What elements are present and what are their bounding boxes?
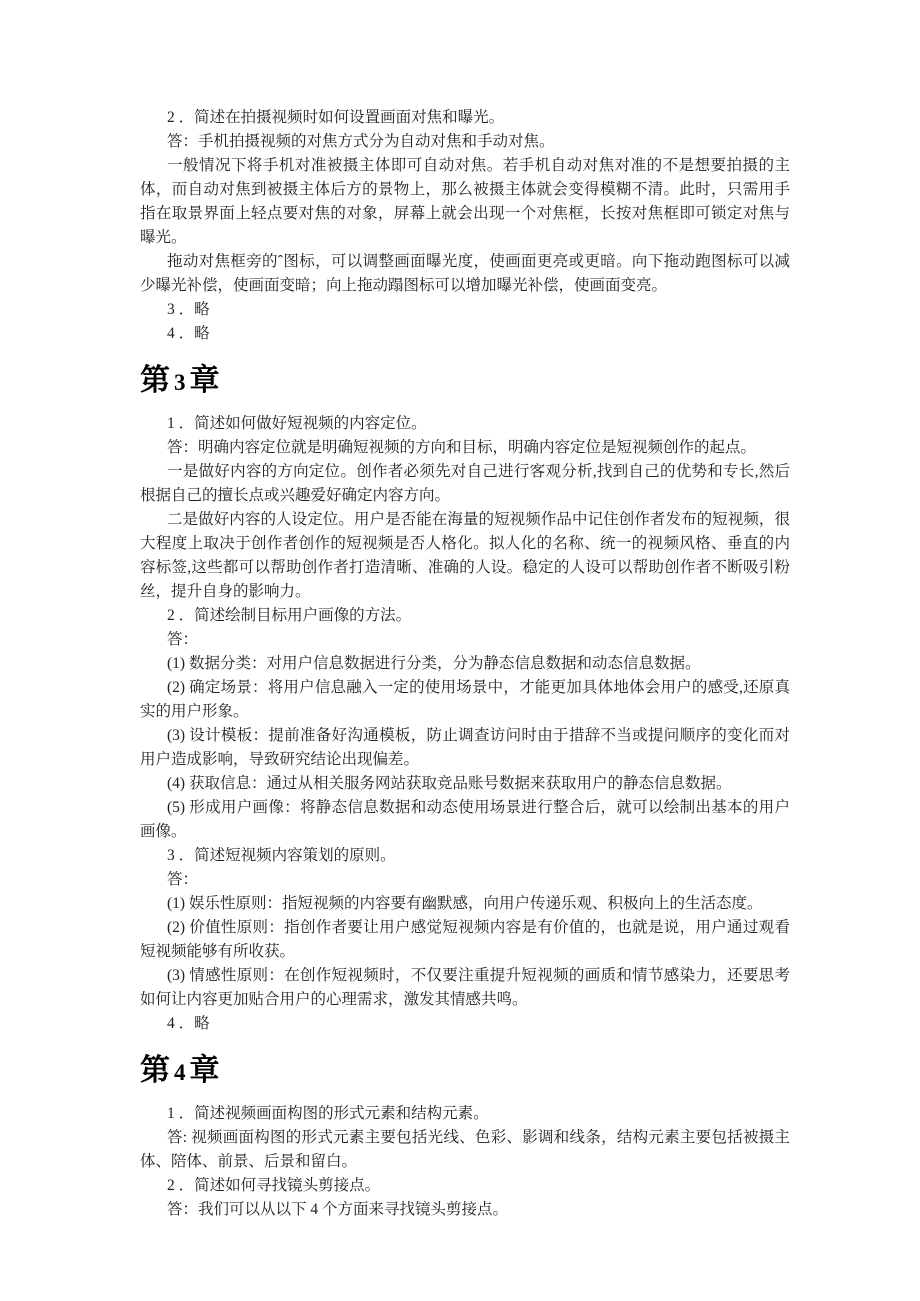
question-item: 2 ．简述在拍摄视频时如何设置画面对焦和曝光。 [167,109,505,126]
body-paragraph: 二是做好内容的人设定位。用户是否能在海量的短视频作品中记住创作者发布的短视频，很大程度上取决于创作者创作的短视频是否人格化。拟人化的名称、统一的视频风格、垂直的内容标签,这些都可以帮助创作者打造清晰、准确的人设。稳定的人设可以帮助创作者不断吸引粉丝，提升自身的影响力。 [140,511,790,600]
chapter-heading-suffix: 章 [189,364,221,397]
chapter3-heading [140,362,790,402]
list-item: (1) 娱乐性原则：指短视频的内容要有幽默感，向用户传递乐观、积极向上的生活态度。 [167,895,763,912]
chapter-heading-number: 4 [174,1060,187,1085]
chapter4-answers-section [140,1102,790,1222]
list-item: (2) 价值性原则：指创作者要让用户感觉短视频内容是有价值的，也就是说，用户通过观看短视频能够有所收获。 [140,919,790,960]
answer-paragraph: 答：明确内容定位就是明确短视频的方向和目标，明确内容定位是短视频创作的起点。 [167,439,757,456]
answer-paragraph: 答：我们可以从以下 4 个方面来寻找镜头剪接点。 [167,1201,509,1218]
question-item: 1 ．简述如何做好短视频的内容定位。 [167,415,427,432]
question-item: 3 ．简述短视频内容策划的原则。 [167,847,396,864]
chapter-heading-prefix: 第 [140,1054,171,1087]
answer-paragraph: 答: 视频画面构图的形式元素主要包括光线、色彩、影调和线条，结构元素主要包括被摄主体、陪体、前景、后景和留白。 [140,1129,790,1170]
list-item: (1) 数据分类：对用户信息数据进行分类，分为静态信息数据和动态信息数据。 [167,655,701,672]
answer-label: 答： [167,631,199,648]
list-item: (3) 情感性原则：在创作短视频时，不仅要注重提升短视频的画质和情节感染力，还要思考如何让内容更加贴合用户的心理需求，激发其情感共鸣。 [140,967,790,1008]
list-item: (3) 设计模板：提前准备好沟通模板，防止调查访问时由于措辞不当或提问顺序的变化而对用户造成影响，导致研究结论出现偏差。 [140,727,790,768]
list-item: (2) 确定场景：将用户信息融入一定的使用场景中，才能更加具体地体会用户的感受,还原真实的用户形象。 [140,679,790,720]
question-item: 4 ．略 [167,1015,210,1032]
chapter2-answers-section [140,106,790,346]
body-paragraph: 一般情况下将手机对准被摄主体即可自动对焦。若手机自动对焦对准的不是想要拍摄的主体，而自动对焦到被摄主体后方的景物上，那么被摄主体就会变得模糊不清。此时，只需用手指在取景界面上轻点要对焦的对象，屏幕上就会出现一个对焦框，长按对焦框即可锁定对焦与曝光。 [140,157,790,246]
list-item: (5) 形成用户画像：将静态信息数据和动态使用场景进行整合后，就可以绘制出基本的用户画像。 [140,799,790,840]
chapter-heading-prefix: 第 [140,364,171,397]
question-item: 2 ．简述绘制目标用户画像的方法。 [167,607,412,624]
question-item: 3 ．略 [167,301,210,318]
list-item: (4) 获取信息：通过从相关服务网站获取竞品账号数据来获取用户的静态信息数据。 [167,775,732,792]
question-item: 1 ．简述视频画面构图的形式元素和结构元素。 [167,1105,489,1122]
question-item: 2 ．简述如何寻找镜头剪接点。 [167,1177,381,1194]
answer-paragraph: 答：手机拍摄视频的对焦方式分为自动对焦和手动对焦。 [167,133,555,150]
chapter3-answers-section [140,412,790,1036]
question-item: 4 ．略 [167,325,210,342]
chapter4-heading [140,1052,790,1092]
answer-label: 答： [167,871,199,888]
body-paragraph: 拖动对焦框旁的ˆ图标，可以调整画面曝光度，使画面更亮或更暗。向下拖动跑图标可以减少曝光补偿，使画面变暗；向上拖动蹋图标可以增加曝光补偿，使画面变亮。 [140,253,790,294]
chapter-heading-suffix: 章 [189,1054,221,1087]
body-paragraph: 一是做好内容的方向定位。创作者必须先对自己进行客观分析,找到自己的优势和专长,然后根据自己的擅长点或兴趣爱好确定内容方向。 [140,463,790,504]
chapter-heading-number: 3 [174,370,187,395]
